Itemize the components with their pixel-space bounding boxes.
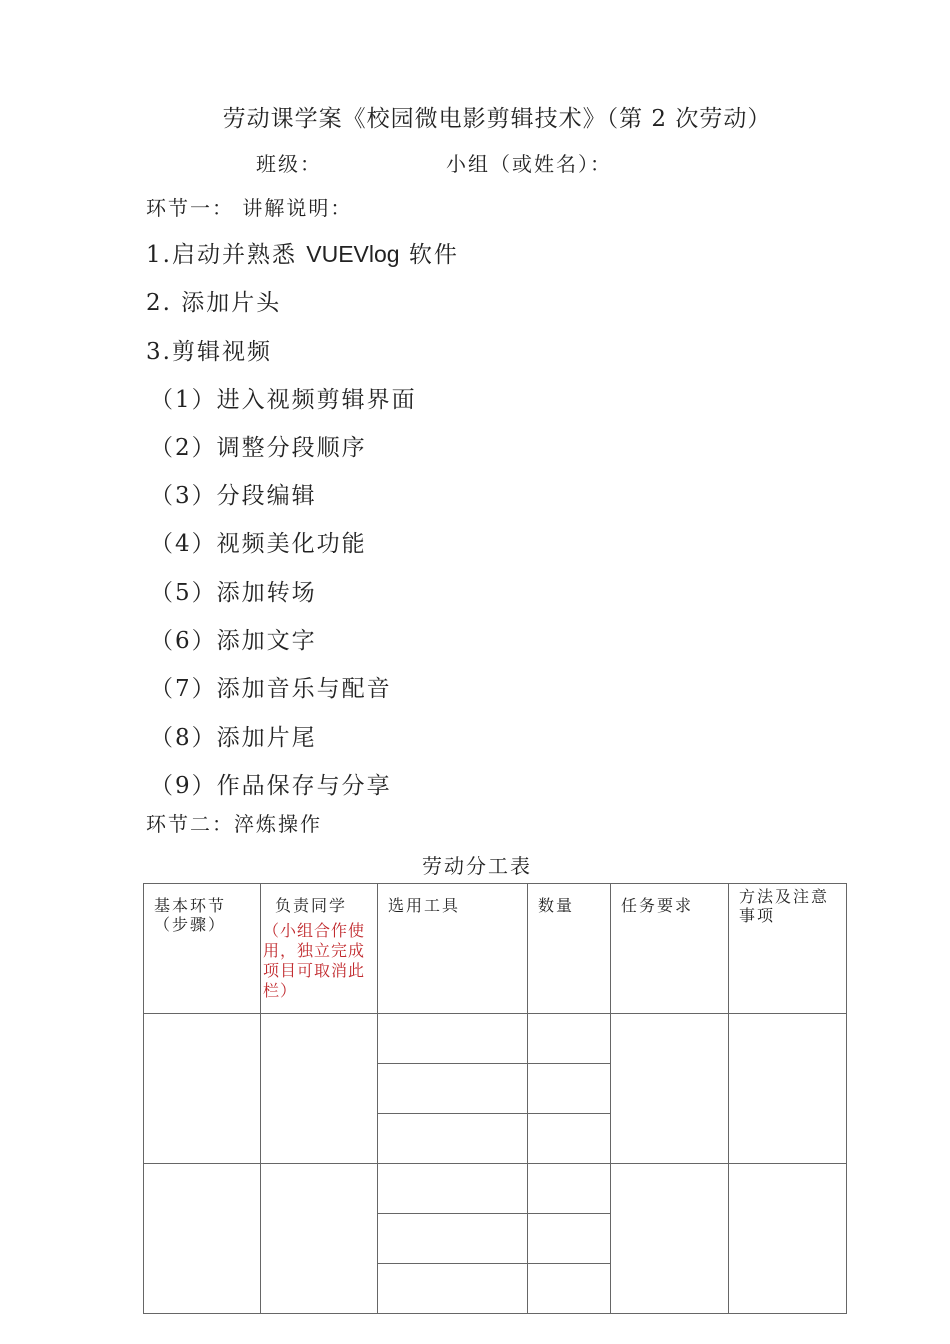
substep-item: （2）调整分段顺序 <box>150 435 367 461</box>
cell-student[interactable] <box>261 1164 378 1314</box>
substep-item: （1）进入视频剪辑界面 <box>150 387 417 413</box>
cell-method[interactable] <box>729 1014 847 1164</box>
cell-tool[interactable] <box>378 1014 528 1064</box>
app-name: VUEVlog <box>306 241 400 267</box>
substep-item: （4）视频美化功能 <box>150 531 367 557</box>
cell-quantity[interactable] <box>528 1164 611 1214</box>
header-student-note: （小组合作使用，独立完成项目可取消此栏） <box>263 921 366 1000</box>
group-field-label: 小组（或姓名）： <box>446 152 612 176</box>
cell-quantity[interactable] <box>528 1064 611 1114</box>
cell-tool[interactable] <box>378 1114 528 1164</box>
header-quantity-text: 数量 <box>538 896 575 915</box>
labor-division-table <box>143 883 847 1314</box>
header-quantity <box>528 884 611 1014</box>
header-tool <box>378 884 528 1014</box>
table-row <box>144 1164 847 1214</box>
cell-tool[interactable] <box>378 1064 528 1114</box>
cell-requirement[interactable] <box>611 1164 729 1314</box>
cell-quantity[interactable] <box>528 1114 611 1164</box>
cell-tool[interactable] <box>378 1214 528 1264</box>
section-one-heading: 环节一： 讲解说明： <box>146 196 353 220</box>
table-header-row <box>144 884 847 1014</box>
header-method <box>729 884 847 1014</box>
step-item-3: 3.剪辑视频 <box>146 339 272 365</box>
step-item-1-suffix: 软件 <box>399 242 459 268</box>
cell-tool[interactable] <box>378 1264 528 1314</box>
header-method-text: 方法及注意事项 <box>739 887 830 925</box>
cell-tool[interactable] <box>378 1164 528 1214</box>
substep-item: （5）添加转场 <box>150 580 317 606</box>
header-student-text: 负责同学 <box>275 896 348 915</box>
substep-item: （7）添加音乐与配音 <box>150 676 392 702</box>
substep-item: （3）分段编辑 <box>150 483 317 509</box>
table-row <box>144 1014 847 1064</box>
section-two-heading: 环节二：淬炼操作 <box>146 812 322 836</box>
cell-quantity[interactable] <box>528 1214 611 1264</box>
cell-method[interactable] <box>729 1164 847 1314</box>
cell-requirement[interactable] <box>611 1014 729 1164</box>
header-tool-text: 选用工具 <box>388 896 461 915</box>
header-requirement-text: 任务要求 <box>621 896 694 915</box>
header-requirement <box>611 884 729 1014</box>
header-student <box>261 884 378 1014</box>
cell-step[interactable] <box>144 1014 261 1164</box>
class-field-label: 班级： <box>256 152 322 176</box>
step-item-1 <box>146 236 459 269</box>
substep-item: （8）添加片尾 <box>150 725 317 751</box>
table-title: 劳动分工表 <box>422 854 532 878</box>
page-title: 劳动课学案《校园微电影剪辑技术》（第 2 次劳动） <box>222 106 772 132</box>
substep-item: （6）添加文字 <box>150 628 317 654</box>
header-step-text: 基本环节（步骤） <box>154 896 227 934</box>
cell-step[interactable] <box>144 1164 261 1314</box>
substep-item: （9）作品保存与分享 <box>150 773 392 799</box>
cell-student[interactable] <box>261 1014 378 1164</box>
cell-quantity[interactable] <box>528 1014 611 1064</box>
header-step <box>144 884 261 1014</box>
step-item-1-prefix: 1.启动并熟悉 <box>146 242 307 268</box>
step-item-2: 2. 添加片头 <box>146 290 282 316</box>
cell-quantity[interactable] <box>528 1264 611 1314</box>
